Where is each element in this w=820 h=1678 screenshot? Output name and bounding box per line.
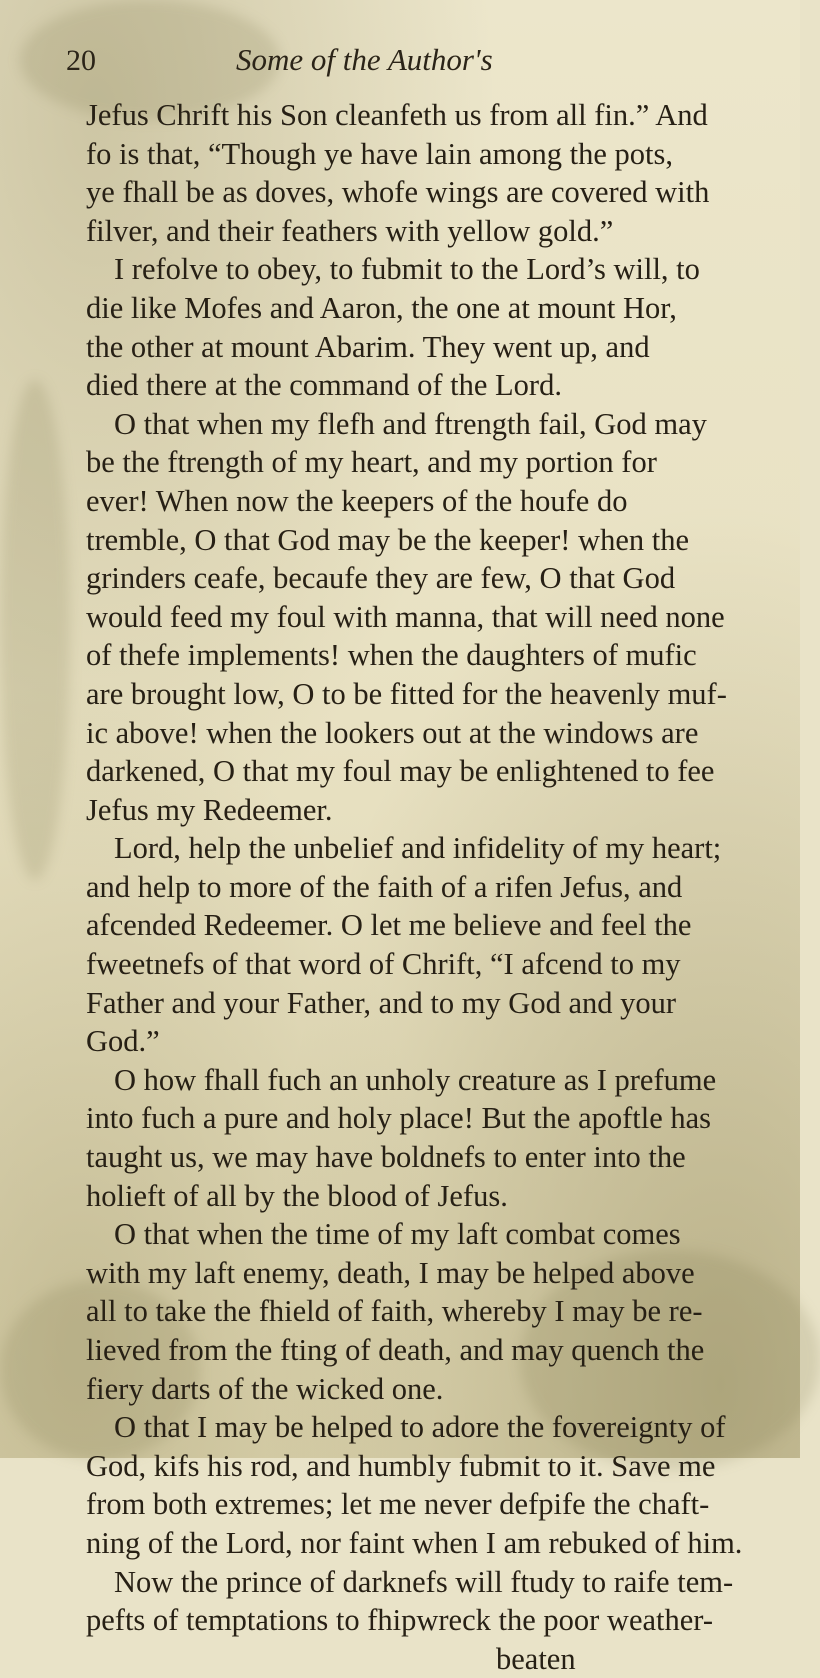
text-line: tremble, O that God may be the keeper! when the <box>86 522 690 557</box>
text-line: Lord, help the unbelief and infidelity of my heart; <box>114 831 722 866</box>
text-line: into fuch a pure and holy place! But the apoftle has <box>86 1101 712 1136</box>
text-line: Father and your Father, and to my God and your <box>86 985 677 1020</box>
text-line: lieved from the fting of death, and may quench the <box>86 1333 705 1367</box>
body-text <box>66 96 756 1678</box>
text-line: I refolve to obey, to fubmit to the Lord’s will, to <box>114 252 700 287</box>
text-line: Jefus my Redeemer. <box>86 792 333 827</box>
text-line: God.” <box>86 1024 160 1059</box>
text-line: with my laft enemy, death, I may be helped above <box>86 1255 695 1290</box>
text-line: fweetnefs of that word of Chrift, “I afcend to my <box>86 947 681 982</box>
running-head: Some of the Author's <box>236 42 493 77</box>
text-line: beaten <box>496 1641 576 1676</box>
page-number: 20 <box>66 44 96 77</box>
text-line: ic above! when the lookers out at the windows are <box>86 715 699 750</box>
text-line: died there at the command of the Lord. <box>86 368 562 403</box>
text-line: O how fhall fuch an unholy creature as I prefume <box>114 1062 717 1097</box>
text-line: pefts of temptations to fhipwreck the poor weather- <box>86 1603 713 1638</box>
text-line: holieft of all by the blood of Jefus. <box>86 1178 508 1213</box>
text-line: and help to more of the faith of a rifen Jefus, and <box>86 869 683 904</box>
text-line: darkened, O that my foul may be enlightened to fee <box>86 754 715 789</box>
text-line: Now the prince of darknefs will ftudy to raife tem- <box>114 1564 734 1599</box>
text-line: of thefe implements! when the daughters of mufic <box>86 638 697 673</box>
text-line: be the ftrength of my heart, and my portion for <box>86 445 657 480</box>
text-line: ever! When now the keepers of the houfe do <box>86 483 628 518</box>
text-line: God, kifs his rod, and humbly fubmit to it. Save me <box>86 1448 716 1483</box>
text-line: taught us, we may have boldnefs to enter into the <box>86 1140 686 1175</box>
text-line: O that I may be helped to adore the fovereignty of <box>114 1410 726 1445</box>
text-line: grinders ceafe, becaufe they are few, O that God <box>86 561 676 596</box>
text-line: fo is that, “Though ye have lain among the pots, <box>86 136 673 171</box>
text-line: ning of the Lord, nor faint when I am rebuked of him. <box>86 1525 743 1560</box>
text-line: from both extremes; let me never defpife the chaft- <box>86 1487 710 1522</box>
page-header <box>66 40 740 84</box>
text-line: die like Mofes and Aaron, the one at mount Hor, <box>86 290 677 325</box>
text-line: O that when my flefh and ftrength fail, God may <box>114 406 707 441</box>
text-line: Jefus Chrift his Son cleanfeth us from all fin.” And <box>86 98 708 132</box>
text-line: the other at mount Abarim. They went up, and <box>86 329 650 364</box>
text-line: fiery darts of the wicked one. <box>86 1371 444 1406</box>
text-line: O that when the time of my laft combat comes <box>114 1217 681 1252</box>
text-line: afcended Redeemer. O let me believe and feel the <box>86 908 692 943</box>
text-line: filver, and their feathers with yellow gold.” <box>86 213 614 248</box>
text-line: all to take the fhield of faith, whereby I may be re- <box>86 1294 703 1329</box>
text-line: are brought low, O to be fitted for the heavenly muf- <box>86 676 727 711</box>
paper-stain <box>0 380 70 880</box>
text-line: would feed my foul with manna, that will need none <box>86 599 725 634</box>
text-line: ye fhall be as doves, whofe wings are covered with <box>86 175 710 210</box>
